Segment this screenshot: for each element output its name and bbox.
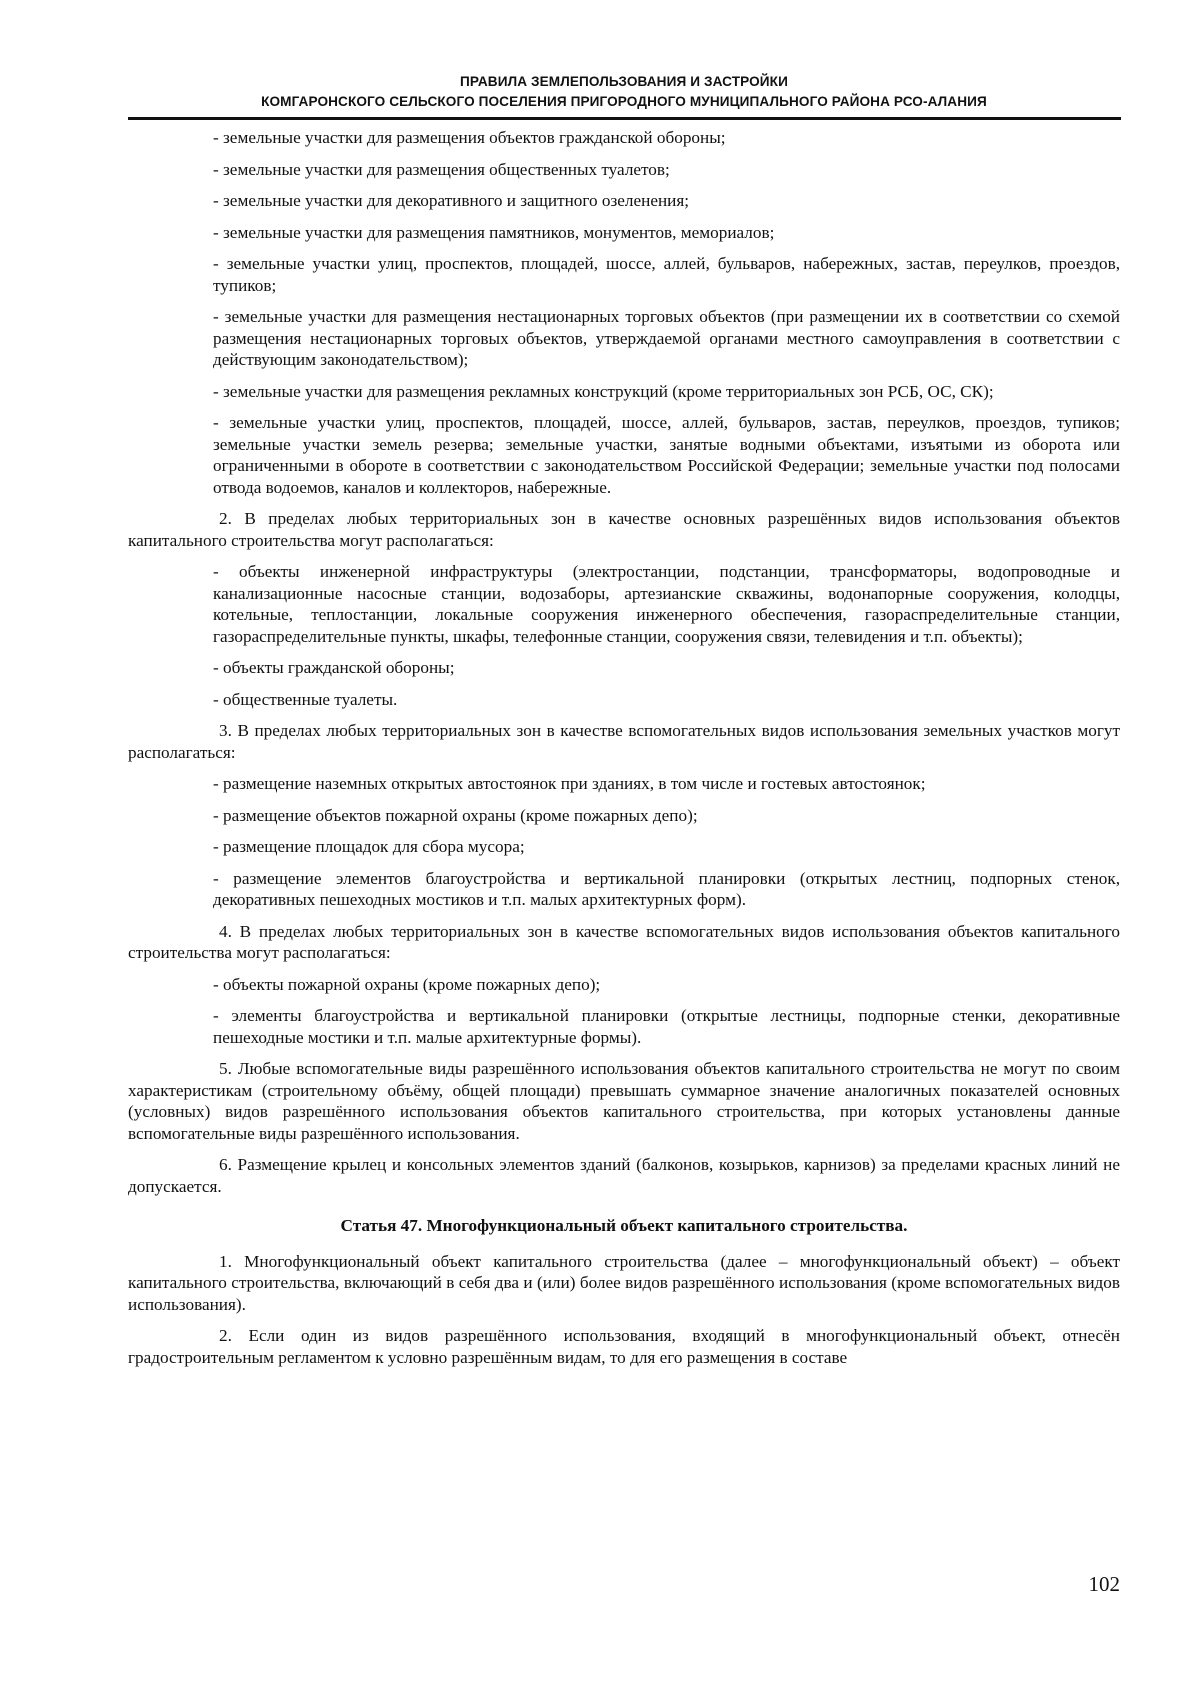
list-item: - объекты пожарной охраны (кроме пожарных депо); [213, 974, 601, 994]
document-body [128, 127, 1120, 1378]
list-item: - земельные участки для размещения объектов гражданской обороны; [213, 128, 726, 147]
list-item: - земельные участки улиц, проспектов, площадей, шоссе, аллей, бульваров, застав, переулков, проездов, тупиков; земельные участки земель резерва; земельные участки, занятые водными объектами, изъятыми из оборота или ограниченными в обороте в соответствии с законодательством Российской Федерации; земельные участки под полосами отвода водоемов, каналов и коллекторов, набережные. [213, 413, 1120, 497]
list-item: - размещение объектов пожарной охраны (кроме пожарных депо); [213, 805, 698, 825]
numbered-paragraph: 2. Если один из видов разрешённого использования, входящий в многофункциональный объект, отнесён градостроительным регламентом к условно разрешённым видам, то для его размещения в составе [128, 1326, 1120, 1367]
numbered-paragraph: 5. Любые вспомогательные виды разрешённого использования объектов капитального строительства не могут по своим характеристикам (строительному объёму, общей площади) превышать суммарное значение аналогичных показателей основных (условных) видов разрешённого использования объектов капитального строительства, при которых установлены данные вспомогательные виды разрешённого использования. [128, 1059, 1120, 1143]
page-number: 102 [1088, 1572, 1120, 1596]
list-item: - объекты инженерной инфраструктуры (электростанции, подстанции, трансформаторы, водопроводные и канализационные насосные станции, водозаборы, артезианские скважины, водонапорные сооружения, колодцы, котельные, теплостанции, локальные сооружения инженерного обеспечения, газораспределительные станции, газораспределительные пункты, шкафы, телефонные станции, сооружения связи, телевидения и т.п. объекты); [213, 562, 1120, 646]
numbered-paragraph: 4. В пределах любых территориальных зон в качестве вспомогательных видов использования объектов капитального строительства могут располагаться: [128, 921, 1120, 962]
numbered-paragraph: 2. В пределах любых территориальных зон в качестве основных разрешённых видов использования объектов капитального строительства могут располагаться: [128, 509, 1120, 550]
list-item: - земельные участки для размещения памятников, монументов, мемориалов; [213, 222, 775, 242]
list-item: - земельные участки для декоративного и защитного озеленения; [213, 191, 690, 210]
list-item: - земельные участки для размещения рекламных конструкций (кроме территориальных зон РСБ, ОС, СК); [213, 381, 994, 401]
list-item: - земельные участки для размещения нестационарных торговых объектов (при размещении их в соответствии со схемой размещения нестационарных торговых объектов, утверждаемой органами местного самоуправления в соответствии с действующим законодательством); [213, 307, 1120, 369]
list-item: - размещение элементов благоустройства и вертикальной планировки (открытых лестниц, подпорных стенок, декоративных пешеходных мостиков и т.п. малых архитектурных форм). [213, 868, 1120, 909]
list-item: - земельные участки улиц, проспектов, площадей, шоссе, аллей, бульваров, набережных, застав, переулков, проездов, тупиков; [213, 254, 1120, 295]
list-item: - размещение площадок для сбора мусора; [213, 837, 525, 856]
list-item: - размещение наземных открытых автостоянок при зданиях, в том числе и гостевых автостоянок; [213, 774, 926, 793]
list-item: - элементы благоустройства и вертикальной планировки (открытые лестницы, подпорные стенки, декоративные пешеходные мостики и т.п. малые архитектурные формы). [213, 1006, 1120, 1047]
list-item: - объекты гражданской обороны; [213, 658, 455, 677]
numbered-paragraph: 6. Размещение крылец и консольных элементов зданий (балконов, козырьков, карнизов) за пределами красных линий не допускается. [128, 1155, 1120, 1196]
article-title: Статья 47. Многофункциональный объект капитального строительства. [340, 1216, 908, 1235]
list-item: - земельные участки для размещения общественных туалетов; [213, 159, 670, 179]
list-item: - общественные туалеты. [213, 689, 398, 709]
header-divider [128, 117, 1121, 120]
header-title-line-1: ПРАВИЛА ЗЕМЛЕПОЛЬЗОВАНИЯ И ЗАСТРОЙКИ [460, 74, 788, 89]
numbered-paragraph: 3. В пределах любых территориальных зон в качестве вспомогательных видов использования земельных участков могут располагаться: [128, 721, 1120, 762]
header-title-line-2: КОМГАРОНСКОГО СЕЛЬСКОГО ПОСЕЛЕНИЯ ПРИГОРОДНОГО МУНИЦИПАЛЬНОГО РАЙОНА РСО-АЛАНИЯ [261, 94, 987, 109]
page-header [128, 72, 1120, 112]
numbered-paragraph: 1. Многофункциональный объект капитального строительства (далее – многофункциональный объект) – объект капитального строительства, включающий в себя два и (или) более видов разрешённого использования (кроме вспомогательных видов использования). [128, 1251, 1120, 1314]
